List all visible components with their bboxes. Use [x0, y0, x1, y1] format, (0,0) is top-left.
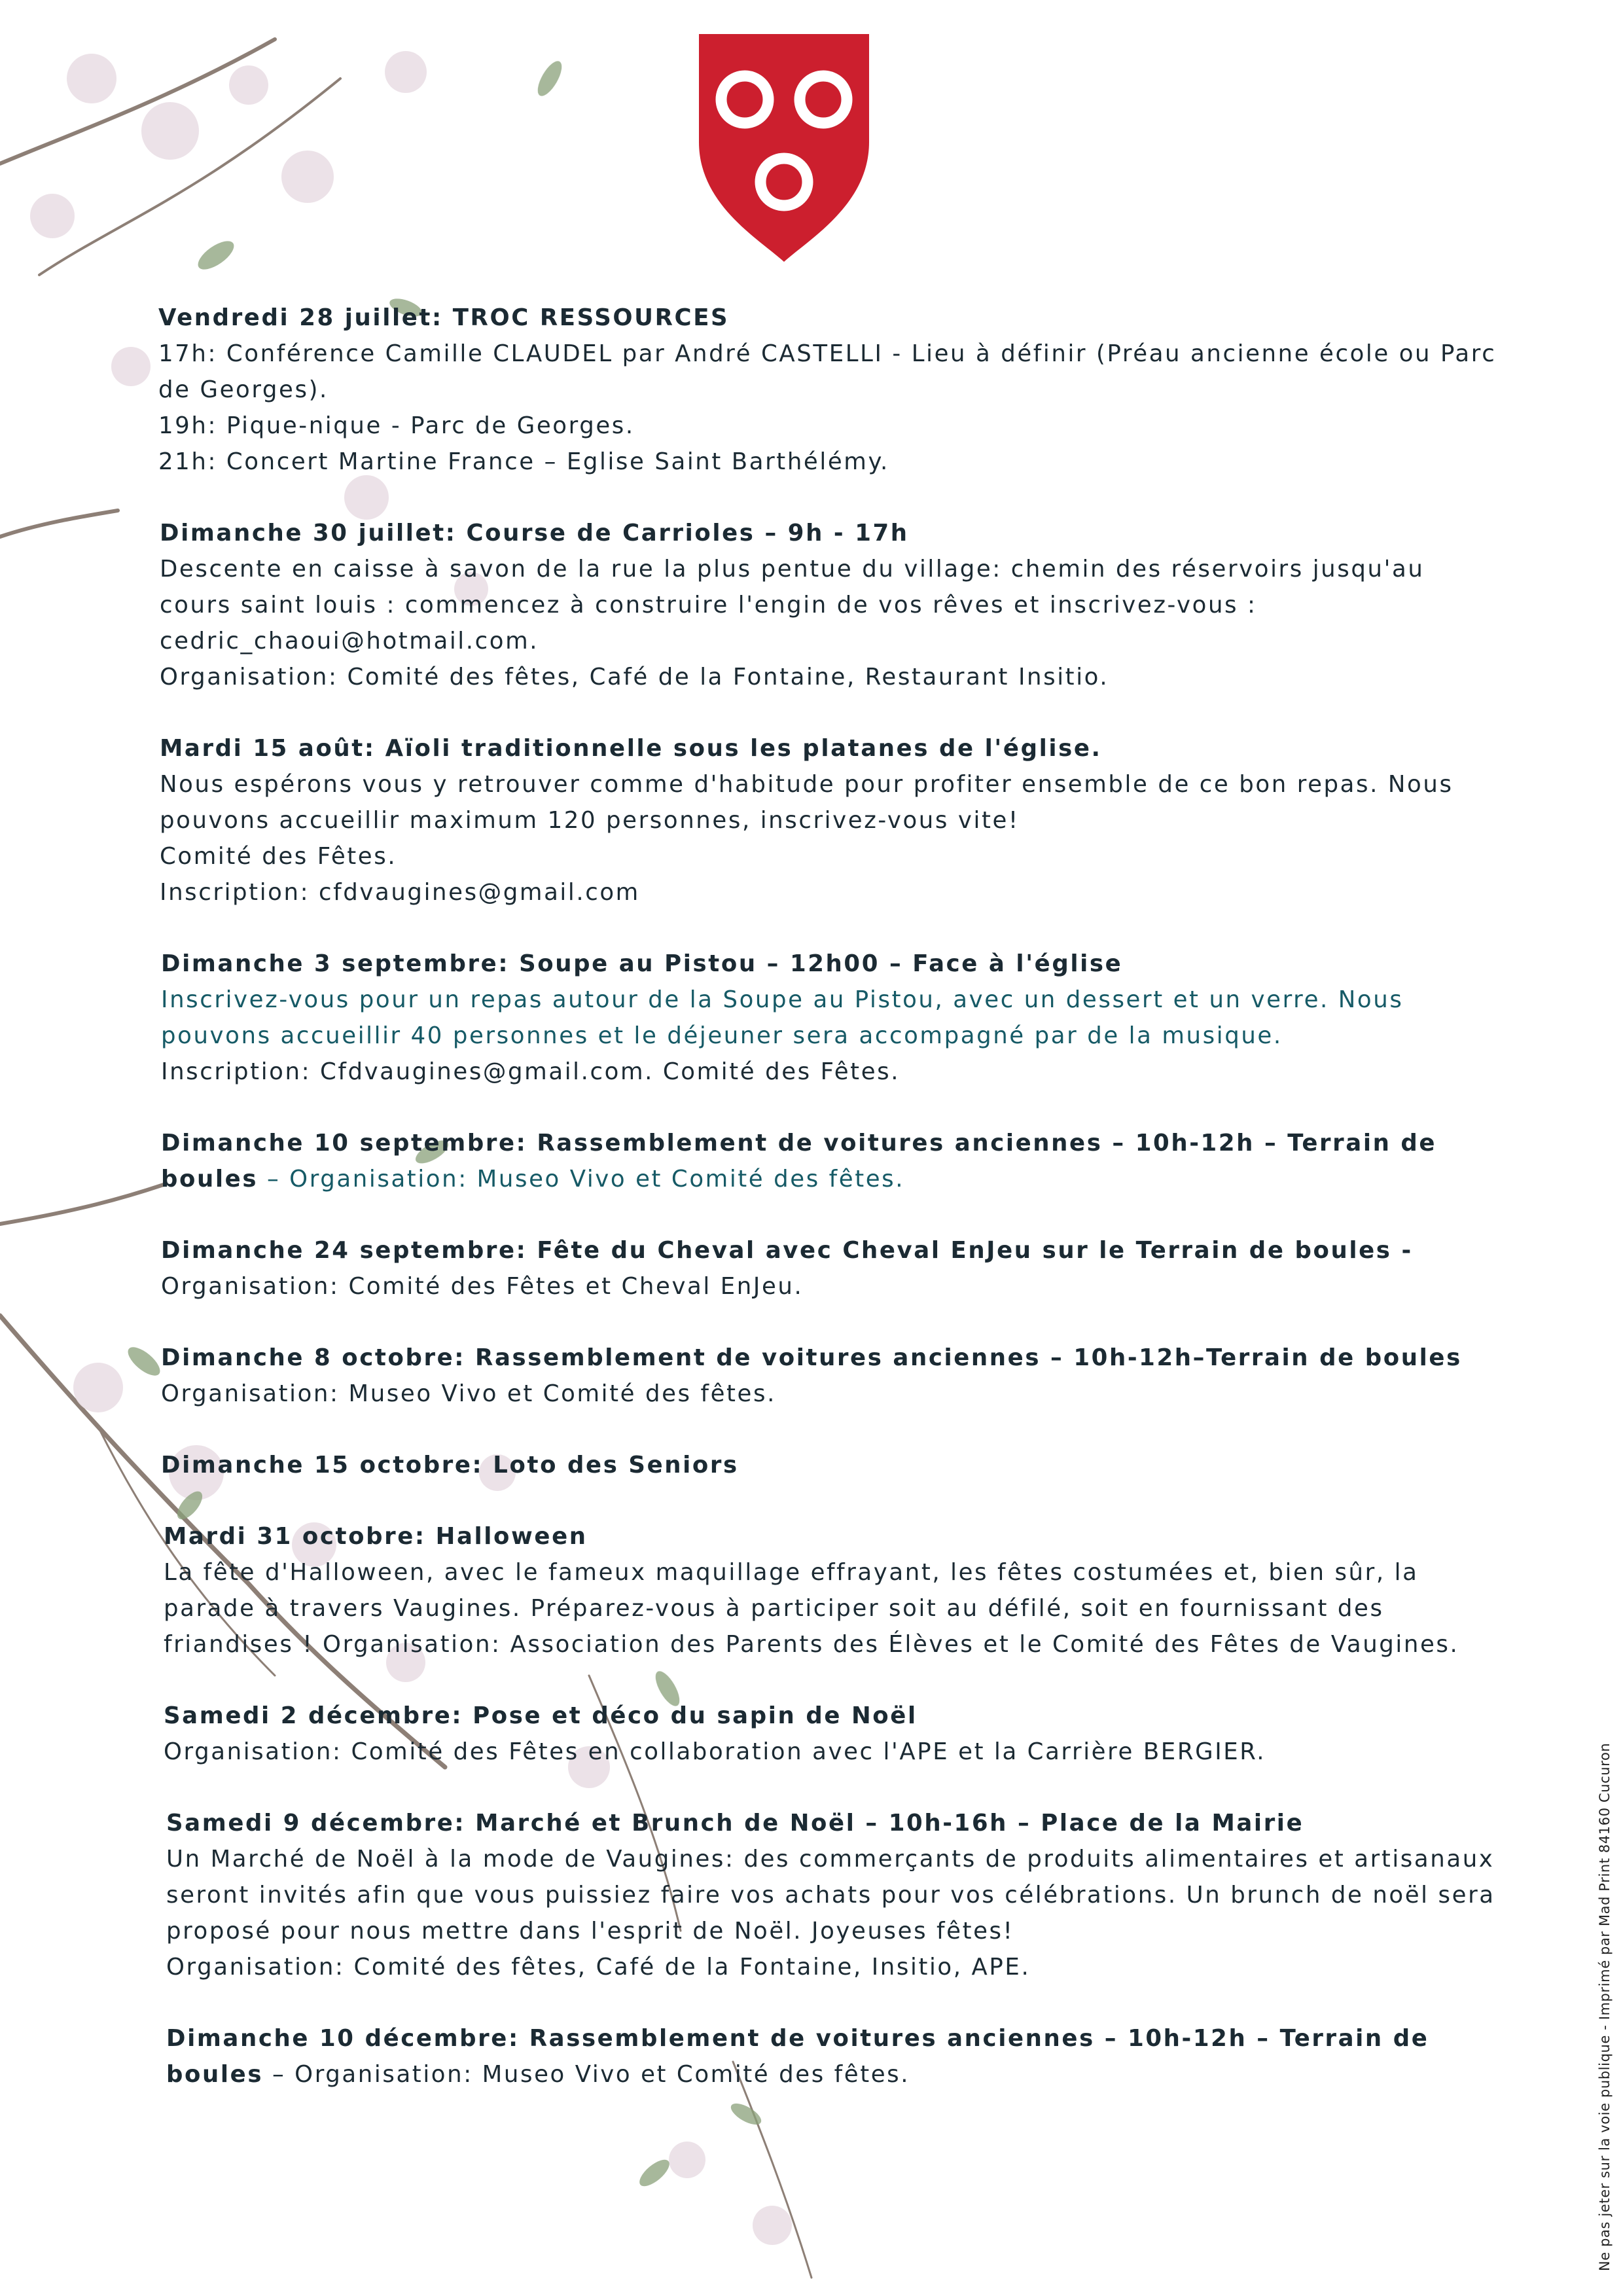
event-line: La fête d'Halloween, avec le fameux maquillage effrayant, les fêtes costumées et, bien sûr, la parade à travers Vaugines. Préparez-vous à participer soit au défilé, soit en fournissant des friandises ! Organisation: Association des Parents des Élèves et le Comité des Fêtes de Vaugines. [164, 1559, 1459, 1658]
event-heading: Dimanche 10 décembre: Rassemblement de voitures anciennes – 10h-12h – Terrain de boules [166, 2025, 1429, 2088]
event-organisation: – Organisation: Museo Vivo et Comité des fêtes. [263, 2061, 910, 2088]
leaf [635, 2155, 673, 2191]
event-line: 19h: Pique-nique - Parc de Georges. [158, 412, 635, 439]
event-line: Organisation: Museo Vivo et Comité des fêtes. [161, 1380, 776, 1407]
event-line: Inscription: Cfdvaugines@gmail.com. Comité des Fêtes. [161, 1058, 901, 1085]
coat-of-arms-shield [699, 34, 869, 263]
event-heading: Mardi 15 août: Aïoli traditionnelle sous les platanes de l'église. [160, 735, 1102, 762]
event-heading: Samedi 2 décembre: Pose et déco du sapin de Noël [164, 1702, 918, 1729]
blossom [67, 54, 116, 103]
event-line: Descente en caisse à savon de la rue la plus pentue du village: chemin des réservoirs jusqu'au cours saint louis : commencez à construire l'engin de vos rêves et inscrivez-vous : cedric_chaoui@hotmail.com. [160, 556, 1425, 655]
event-line: Inscription: cfdvaugines@gmail.com [160, 879, 640, 906]
event-heading: Dimanche 10 septembre: Rassemblement de voitures anciennes – 10h-12h – Terrain de boules [161, 1130, 1437, 1193]
event-heading: Dimanche 15 octobre: Loto des Seniors [161, 1452, 739, 1479]
event-sapin-de-noel [157, 1698, 1499, 1770]
blossom [229, 65, 268, 105]
event-loto-des-seniors [157, 1447, 1499, 1483]
event-line: 21h: Concert Martine France – Eglise Saint Barthélémy. [158, 448, 889, 475]
printer-note: Ne pas jeter sur la voie publique - Imprimé par Mad Print 84160 Cucuron [1597, 1742, 1613, 2271]
event-line: Organisation: Comité des fêtes, Café de la Fontaine, Restaurant Insitio. [160, 664, 1109, 691]
branch [0, 1185, 164, 1224]
event-heading: Dimanche 3 septembre: Soupe au Pistou – 12h00 – Face à l'église [161, 950, 1123, 977]
event-organisation: – Organisation: Museo Vivo et Comité des fêtes. [258, 1166, 905, 1193]
event-line: Organisation: Comité des fêtes, Café de la Fontaine, Insitio, APE. [166, 1954, 1031, 1981]
event-heading: Vendredi 28 juillet: TROC RESSOURCES [158, 304, 730, 331]
shield [699, 34, 869, 262]
blossom [111, 347, 151, 386]
blossom [141, 102, 199, 160]
blossom [30, 194, 75, 238]
event-heading: Samedi 9 décembre: Marché et Brunch de Noël – 10h-16h – Place de la Mairie [166, 1810, 1304, 1837]
event-marche-brunch-de-noel [157, 1805, 1499, 1985]
event-troc-ressources [157, 300, 1499, 480]
event-voitures-anciennes-8-octobre [157, 1340, 1499, 1412]
event-heading: Dimanche 24 septembre: Fête du Cheval avec Cheval EnJeu sur le Terrain de boules - [161, 1237, 1413, 1264]
blossom [73, 1363, 123, 1412]
event-course-de-carrioles [157, 515, 1499, 695]
blossom [385, 51, 427, 93]
event-voitures-anciennes-10-decembre [157, 2020, 1499, 2092]
branch [0, 39, 275, 164]
event-line: Organisation: Comité des Fêtes en collaboration avec l'APE et la Carrière BERGIER. [164, 1738, 1266, 1765]
event-line: Organisation: Comité des Fêtes et Cheval EnJeu. [161, 1273, 804, 1300]
event-heading: Dimanche 8 octobre: Rassemblement de voitures anciennes – 10h-12h–Terrain de boules [161, 1344, 1462, 1371]
leaf [194, 236, 238, 275]
event-aioli [157, 730, 1499, 910]
branch [0, 511, 118, 537]
event-line: Inscrivez-vous pour un repas autour de la Soupe au Pistou, avec un dessert et un verre. Nous pouvons accueillir 40 personnes et le déjeuner sera accompagné par de la musique. [161, 986, 1404, 1049]
event-fete-du-cheval [157, 1232, 1499, 1304]
leaf [533, 58, 567, 99]
blossom [281, 151, 334, 203]
event-line: Comité des Fêtes. [160, 843, 397, 870]
blossom [669, 2142, 705, 2178]
event-halloween [157, 1518, 1499, 1662]
event-heading: Dimanche 30 juillet: Course de Carrioles – 9h - 17h [160, 520, 909, 547]
event-voitures-anciennes-10-septembre [157, 1125, 1499, 1197]
events-program [157, 300, 1499, 2128]
blossom [753, 2206, 792, 2245]
event-heading: Mardi 31 octobre: Halloween [164, 1523, 588, 1550]
event-line: Nous espérons vous y retrouver comme d'habitude pour profiter ensemble de ce bon repas. Nous pouvons accueillir maximum 120 personnes, inscrivez-vous vite! [160, 771, 1454, 834]
event-line: 17h: Conférence Camille CLAUDEL par André CASTELLI - Lieu à définir (Préau ancienne école ou Parc de Georges). [158, 340, 1497, 403]
event-soupe-au-pistou [157, 946, 1499, 1090]
event-line: Un Marché de Noël à la mode de Vaugines: des commerçants de produits alimentaires et artisanaux seront invités afin que vous puissiez faire vos achats pour vos célébrations. Un brunch de noël sera proposé pour nous mettre dans l'esprit de Noël. Joyeuses fêtes! [166, 1846, 1495, 1945]
